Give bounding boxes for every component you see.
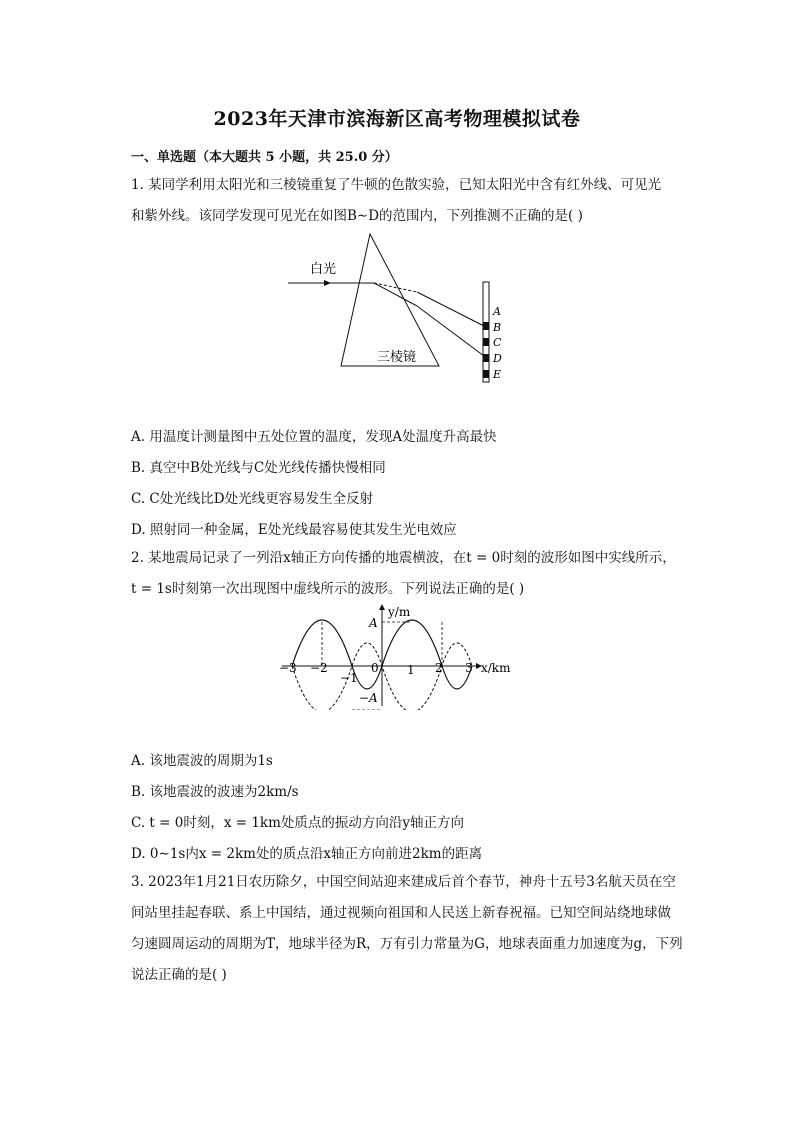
question-2-option-b: B. 该地震波的波速为2km/s [131, 784, 299, 800]
question-1-line-1: 1. 某同学利用太阳光和三棱镜重复了牛顿的色散实验，已知太阳光中含有红外线、可见光 [131, 177, 662, 193]
label-d: D [493, 352, 502, 365]
question-3-line-2: 间站里挂起春联、系上中国结，通过视频向祖国和人民送上新春祝福。已知空间站绕地球做 [131, 905, 671, 921]
question-1-option-b: B. 真空中B处光线与C处光线传播快慢相同 [131, 460, 386, 476]
label-c: C [493, 336, 502, 349]
tick-3: 3 [465, 661, 473, 675]
question-1-line-2: 和紫外线。该同学发现可见光在如图B∼D的范围内，下列推测不正确的是( ) [131, 208, 583, 224]
question-2-stem [131, 543, 676, 605]
label-b: B [493, 321, 502, 334]
exit-ray-upper [417, 292, 484, 326]
tick-neg2: −2 [310, 661, 328, 675]
prism-label: 三棱镜 [377, 350, 417, 365]
page-title: 2023年天津市滨海新区高考物理模拟试卷 [213, 108, 581, 130]
question-2-option-d: D. 0∼1s内x = 2km处的质点沿x轴正方向前进2km的距离 [131, 846, 483, 862]
question-3-line-1: 3. 2023年1月21日农历除夕，中国空间站迎来建成后首个春节，神舟十五号3名航天员在空 [131, 874, 676, 890]
label-a: A [493, 305, 501, 318]
exit-ray-lower [417, 306, 484, 356]
white-light-label: 白光 [310, 262, 337, 277]
refracted-ray [374, 283, 417, 306]
refracted-ray-dashed [374, 283, 417, 292]
screen-mark-c [484, 354, 489, 362]
question-3-line-3: 匀速圆周运动的周期为T，地球半径为R，万有引力常量为G，地球表面重力加速度为g，下列 [131, 936, 683, 952]
tick-neg3: −3 [279, 661, 297, 675]
screen-mark-a [484, 322, 489, 330]
question-1-option-d: D. 照射同一种金属，E处光线最容易使其发生光电效应 [131, 522, 457, 538]
prism-shape [341, 234, 439, 366]
arrow-icon [324, 280, 331, 286]
tick-neg1: −1 [340, 671, 358, 685]
tick-1: 1 [407, 663, 415, 677]
label-e: E [493, 368, 502, 381]
question-2-option-c: C. t = 0时刻，x = 1km处质点的振动方向沿y轴正方向 [131, 815, 465, 831]
prism-dispersion-figure [280, 228, 520, 390]
question-3-stem [131, 867, 683, 991]
question-3-line-4: 说法正确的是( ) [131, 967, 227, 983]
negative-amplitude-label: −A [359, 691, 378, 705]
question-2-line-2: t = 1s时刻第一次出现图中虚线所示的波形。下列说法正确的是( ) [131, 581, 525, 597]
question-1-stem [131, 170, 671, 232]
question-2-option-a: A. 该地震波的周期为1s [131, 753, 273, 769]
x-axis-label: x/km [481, 661, 511, 675]
y-axis-label: y/m [388, 605, 411, 619]
wave-graph-figure [278, 602, 528, 710]
question-1-option-c: C. C处光线比D处光线更容易发生全反射 [131, 491, 374, 507]
question-1-option-a: A. 用温度计测量图中五处位置的温度，发现A处温度升高最快 [131, 429, 497, 445]
question-2-line-1: 2. 某地震局记录了一列沿x轴正方向传播的地震横波，在t = 0时刻的波形如图中实线所示， [131, 550, 676, 566]
y-axis-arrow-icon [379, 604, 385, 610]
section-heading: 一、单选题（本大题共 5 小题，共 25.0 分） [131, 150, 398, 165]
amplitude-label: A [369, 616, 378, 630]
screen [483, 282, 489, 382]
tick-2: 2 [435, 661, 443, 675]
tick-0: 0 [371, 661, 379, 675]
screen-mark-d [484, 370, 489, 378]
screen-mark-b [484, 338, 489, 346]
